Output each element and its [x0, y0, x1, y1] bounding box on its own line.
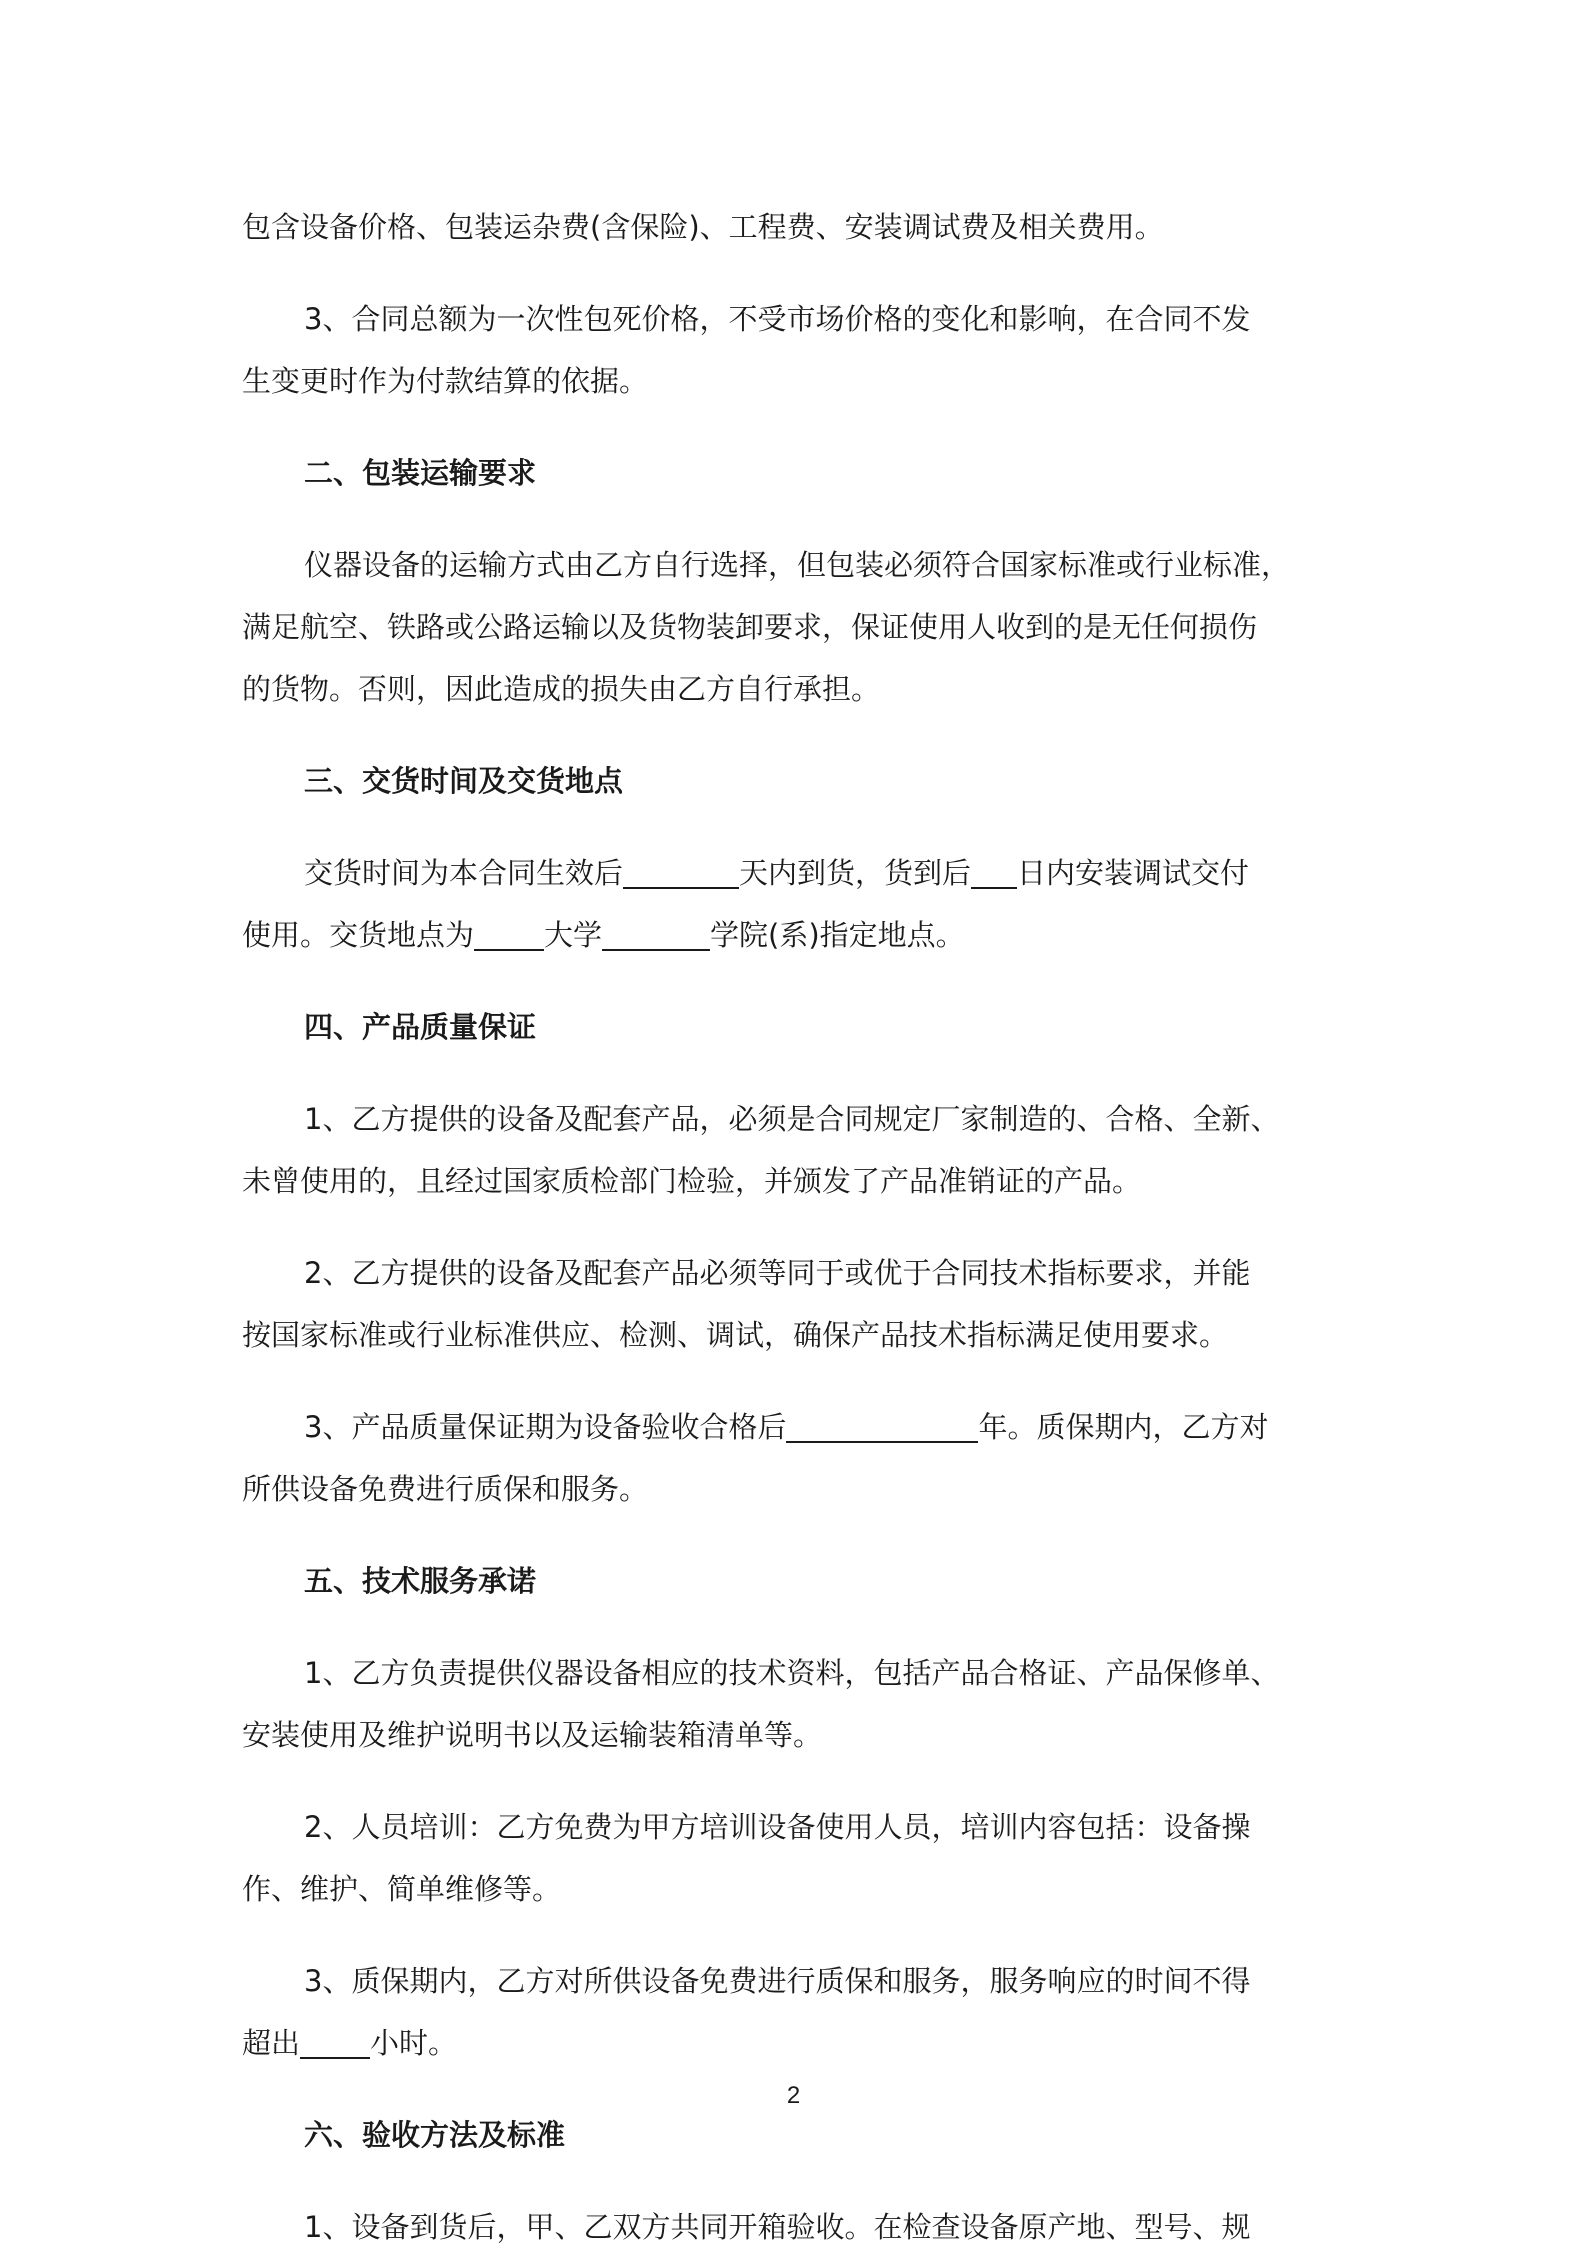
- paragraph-line: [242, 842, 1360, 904]
- paragraph-line: 生变更时作为付款结算的依据。: [242, 364, 649, 398]
- section-heading-delivery: 三、交货时间及交货地点: [304, 764, 624, 798]
- page-number: 2: [786, 2082, 801, 2109]
- text-fragment: 使用。交货地点为: [242, 918, 475, 952]
- section-heading-packaging: 二、包装运输要求: [304, 456, 537, 490]
- paragraph-line: 的货物。否则，因此造成的损失由乙方自行承担。: [242, 672, 881, 706]
- section-heading-service: 五、技术服务承诺: [304, 1564, 537, 1598]
- paragraph-line: 安装使用及维护说明书以及运输装箱清单等。: [242, 1718, 823, 1752]
- paragraph-line: 1、设备到货后，甲、乙双方共同开箱验收。在检查设备原产地、型号、规: [304, 2210, 1251, 2244]
- section-heading-quality: 四、产品质量保证: [304, 1010, 537, 1044]
- contract-body: [242, 196, 1360, 2258]
- section-heading-acceptance: 六、验收方法及标准: [304, 2118, 566, 2152]
- paragraph-line: 3、质保期内，乙方对所供设备免费进行质保和服务，服务响应的时间不得: [304, 1964, 1251, 1998]
- paragraph-line: 作、维护、简单维修等。: [242, 1872, 562, 1906]
- text-fragment: 天内到货，货到后: [739, 856, 972, 890]
- paragraph-line: 2、乙方提供的设备及配套产品必须等同于或优于合同技术指标要求，并能: [304, 1256, 1251, 1290]
- text-fragment: 超出: [242, 2026, 301, 2060]
- paragraph-line: 满足航空、铁路或公路运输以及货物装卸要求，保证使用人收到的是无任何损伤: [242, 610, 1258, 644]
- blank-install-days[interactable]: [971, 857, 1017, 889]
- text-fragment: 交货时间为本合同生效后: [304, 856, 624, 890]
- paragraph-line: 2、人员培训：乙方免费为甲方培训设备使用人员，培训内容包括：设备操: [304, 1810, 1251, 1844]
- text-fragment: 学院(系)指定地点。: [710, 918, 965, 952]
- text-fragment: 年。质保期内，乙方对: [978, 1410, 1269, 1444]
- text-fragment: 日内安装调试交付: [1017, 856, 1250, 890]
- paragraph-line: [242, 904, 1360, 966]
- blank-delivery-days[interactable]: [623, 857, 739, 889]
- blank-response-hours[interactable]: [300, 2027, 370, 2059]
- paragraph-line: 3、合同总额为一次性包死价格，不受市场价格的变化和影响，在合同不发: [304, 302, 1251, 336]
- text-fragment: 小时。: [370, 2026, 458, 2060]
- text-fragment: 3、产品质量保证期为设备验收合格后: [304, 1410, 787, 1444]
- paragraph-line: 按国家标准或行业标准供应、检测、调试，确保产品技术指标满足使用要求。: [242, 1318, 1229, 1352]
- paragraph-line: [242, 1396, 1360, 1458]
- paragraph-line: 所供设备免费进行质保和服务。: [242, 1472, 649, 1506]
- paragraph-line: 包含设备价格、包装运杂费(含保险)、工程费、安装调试费及相关费用。: [242, 210, 1164, 244]
- paragraph-line: 仪器设备的运输方式由乙方自行选择，但包装必须符合国家标准或行业标准，: [304, 548, 1291, 582]
- paragraph-line: 1、乙方负责提供仪器设备相应的技术资料，包括产品合格证、产品保修单、: [304, 1656, 1280, 1690]
- paragraph-line: 1、乙方提供的设备及配套产品，必须是合同规定厂家制造的、合格、全新、: [304, 1102, 1280, 1136]
- blank-college-name[interactable]: [602, 919, 710, 951]
- blank-warranty-years[interactable]: [786, 1411, 978, 1443]
- paragraph-line: [242, 2012, 1360, 2074]
- text-fragment: 大学: [544, 918, 603, 952]
- paragraph-line: 未曾使用的，且经过国家质检部门检验，并颁发了产品准销证的产品。: [242, 1164, 1142, 1198]
- blank-university-name[interactable]: [474, 919, 544, 951]
